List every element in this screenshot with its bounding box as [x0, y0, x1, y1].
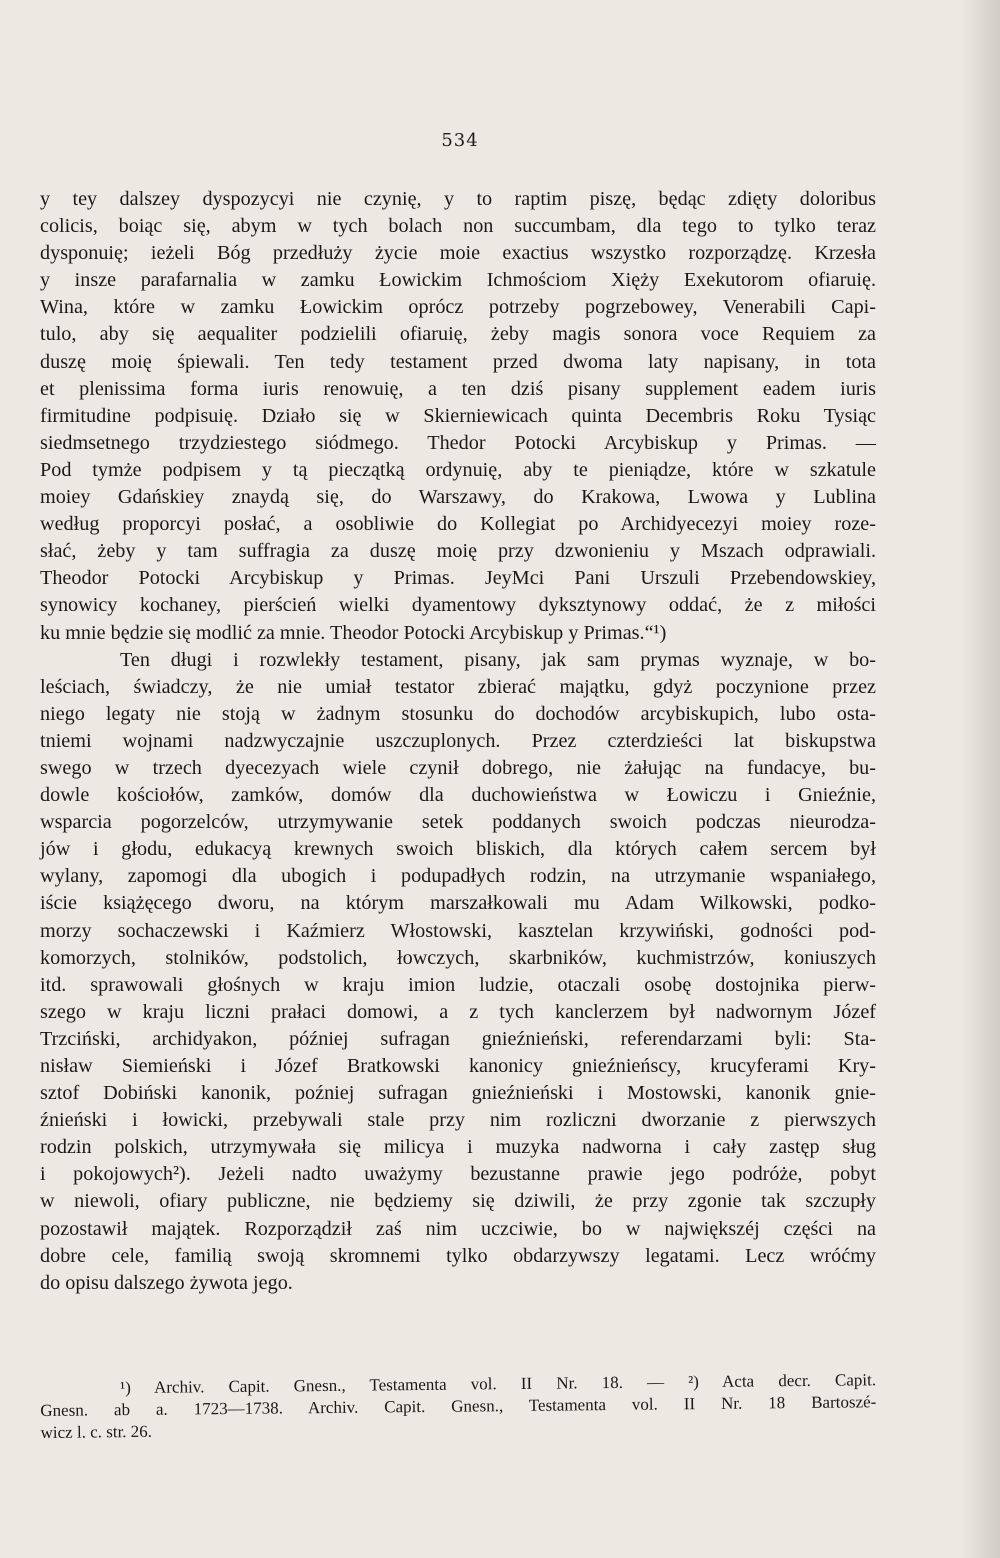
text-line: colicis, boiąc się, abym w tych bolach non succumbam, dla tego to tylko teraz	[40, 215, 876, 238]
text-line: pozostawił majątek. Rozporządził zaś nim uczciwie, bo w największéj części na	[40, 1217, 876, 1240]
text-line: źnieński i łowicki, przebywali stale przy nim rozliczni dworzanie z pierwszych	[40, 1109, 876, 1132]
body-text	[40, 186, 876, 1297]
text-line: nisław Siemieński i Józef Bratkowski kanonicy gnieźnieńscy, krucyferami Kry-	[40, 1055, 876, 1077]
text-line: swego w trzech dyecezyach wiele czynił dobrego, nie żałując na fundacye, bu-	[40, 756, 876, 779]
text-line: dysponuię; ieżeli Bóg przedłuży życie moie exactius wszystko rozporządzę. Krzesła	[40, 242, 876, 265]
text-line: słać, żeby y tam suffragia za duszę moię przy dzwonieniu y Mszach odprawiali.	[40, 540, 876, 563]
text-line: tniemi wojnami nadzwyczajnie uszczuplonych. Przez czterdzieści lat biskupstwa	[40, 729, 876, 752]
text-line: rodzin polskich, utrzymywała się milicya i muzyka nadworna i cały zastęp sług	[40, 1136, 876, 1159]
text-line: Pod tymże podpisem y tą pieczątką ordynuię, aby te pieniądze, które w szkatule	[40, 458, 876, 481]
text-line: niego legaty nie stoją w żadnym stosunku do dochodów arcybiskupich, lubo osta-	[40, 702, 876, 725]
text-line: siedmsetnego trzydziestego siódmego. Thedor Potocki Arcybiskup y Primas. —	[40, 431, 876, 454]
text-line: firmitudine podpisuię. Działo się w Skierniewicach quinta Decembris Roku Tysiąc	[40, 404, 876, 427]
text-line: tulo, aby się aequaliter podzielili ofiaruię, żeby magis sonora voce Requiem za	[40, 323, 876, 346]
text-line: do opisu dalszego żywota jego.	[40, 1271, 293, 1294]
text-line: w niewoli, ofiary publiczne, nie będziemy się dziwili, że przy zgonie tak szczupły	[40, 1190, 876, 1213]
footnote-line: Gnesn. ab a. 1723—1738. Archiv. Capit. Gnesn., Testamenta vol. II Nr. 18 Bartoszé-	[40, 1392, 877, 1420]
text-line: y insze parafarnalia w zamku Łowickim Ichmościom Xięży Exekutorom ofiaruię.	[40, 269, 876, 292]
text-line: moiey Gdańskiey znaydą się, do Warszawy, do Krakowa, Lwowa y Lublina	[40, 486, 876, 509]
text-line: y tey dalszey dyspozycyi nie czynię, y to raptim piszę, będąc zdięty doloribus	[40, 188, 876, 210]
text-line: ku mnie będzie się modlić za mnie. Theodor Potocki Arcybiskup y Primas.“¹)	[40, 621, 667, 644]
text-line: szego w kraju liczni prałaci domowi, a z tych kanclerzem był nadwornym Józef	[40, 1000, 876, 1023]
footnotes	[40, 1369, 877, 1444]
paragraph-first-line: Ten długi i rozwlekły testament, pisany, jak sam prymas wyznaje, w bo-	[120, 648, 876, 671]
page-number: 534	[441, 130, 479, 151]
text-line: i pokojowych²). Jeżeli nadto uważymy bezustanne prawie jego podróże, pobyt	[40, 1163, 876, 1186]
text-line: synowicy kochaney, pierścień wielki dyamentowy dyksztynowy oddać, że z miłości	[40, 594, 876, 617]
text-line: leściach, świadczy, że nie umiał testator zbierać majątku, gdyż poczynione przez	[40, 675, 876, 698]
text-line: et plenissima forma iuris renowuię, a ten dziś pisany supplement eadem iuris	[40, 377, 876, 400]
text-line: dowle kościołów, zamków, domów dla duchowieństwa w Łowiczu i Gnieźnie,	[40, 784, 876, 807]
text-line: morzy sochaczewski i Kaźmierz Włostowski, kasztelan krzywiński, godności pod-	[40, 919, 876, 942]
text-line: wylany, zapomogi dla ubogich i podupadłych rodzin, na utrzymanie wspaniałego,	[40, 865, 876, 888]
footnote-line: ¹) Archiv. Capit. Gnesn., Testamenta vol. II Nr. 18. — ²) Acta decr. Capit.	[120, 1370, 877, 1398]
text-line: według proporcyi posłać, a osobliwie do Kollegiat po Archidyecezyi moiey roze-	[40, 513, 876, 536]
text-line: duszę moię śpiewali. Ten tedy testament przed dwoma laty napisany, in tota	[40, 350, 876, 373]
text-line: Trzciński, archidyakon, później sufragan gnieźnieński, referendarzami byli: Sta-	[40, 1027, 876, 1050]
text-line: komorzych, stolników, podstolich, łowczych, skarbników, kuchmistrzów, koniuszych	[40, 946, 876, 969]
footnote-line: wicz l. c. str. 26.	[40, 1421, 153, 1442]
text-line: Wina, które w zamku Łowickim oprócz potrzeby pogrzebowey, Venerabili Capi-	[40, 296, 876, 319]
text-line: jów i głodu, edukacyą krewnych swoich bliskich, dla których całem sercem był	[40, 838, 876, 861]
text-line: Theodor Potocki Arcybiskup y Primas. JeyMci Pani Urszuli Przebendowskiey,	[40, 567, 876, 590]
text-line: itd. sprawowali głośnych w kraju imion ludzie, otaczali osobę dostojnika pierw-	[40, 973, 876, 996]
text-line: iście książęcego dworu, na którym marszałkowali mu Adam Wilkowski, podko-	[40, 892, 876, 915]
text-line: dobre cele, familią swoją skromnemi tylko obdarzywszy legatami. Lecz wróćmy	[40, 1244, 876, 1267]
page-edge-shadow	[960, 0, 1000, 1558]
text-line: wsparcia pogorzelców, utrzymywanie setek poddanych swoich podczas nieurodza-	[40, 811, 876, 834]
text-line: sztof Dobiński kanonik, poźniej sufragan gnieźnieński i Mostowski, kanonik gnie-	[40, 1082, 876, 1105]
